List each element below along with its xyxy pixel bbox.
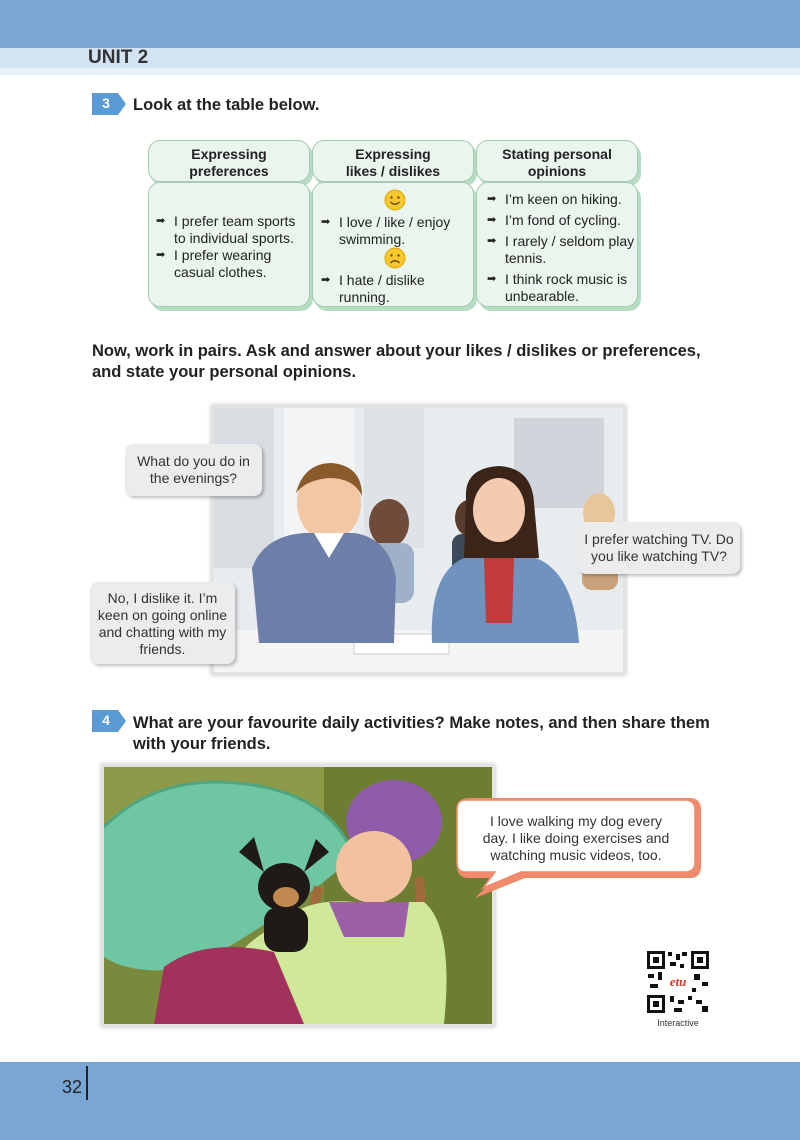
item-line: I’m fond of cycling. — [505, 212, 621, 228]
header-line: opinions — [527, 163, 587, 179]
instruction-line: Now, work in pairs. Ask and answer about your likes / dislikes or preferences, — [92, 342, 701, 360]
arrow-icon: ➡ — [321, 274, 331, 286]
item-line: I prefer team sports — [174, 213, 296, 229]
arrow-icon: ➡ — [487, 273, 497, 285]
qr-label: Interactive — [657, 1018, 699, 1028]
bubble-text — [459, 813, 693, 864]
list-item — [156, 213, 295, 247]
pair-work-instruction — [92, 341, 752, 383]
bubble-line: No, I dislike it. I’m — [107, 590, 218, 606]
header-band — [0, 0, 800, 48]
header-line: Stating personal — [502, 146, 612, 162]
speech-bubble-tv — [578, 522, 740, 574]
sad-face-icon — [384, 247, 406, 269]
list-item — [487, 271, 627, 305]
table-header-opinions — [476, 140, 638, 182]
instruction-line: and state your personal opinions. — [92, 363, 357, 381]
bubble-line: keen on going online — [97, 607, 228, 623]
bubble-line: and chatting with my — [98, 624, 227, 640]
item-line: running. — [339, 289, 390, 305]
header-line: Expressing — [355, 146, 431, 162]
exercise-4-title — [133, 713, 753, 755]
speech-bubble-question — [125, 444, 262, 496]
item-line: to individual sports. — [174, 230, 294, 246]
exercise-3-title: Look at the table below. — [133, 96, 320, 114]
girl-dog-illustration — [104, 767, 492, 1024]
header-stripe-light — [0, 68, 800, 75]
arrow-icon: ➡ — [156, 215, 166, 227]
item-line: swimming. — [339, 231, 406, 247]
table-cell-preferences — [148, 182, 310, 307]
bubble-line: the evenings? — [149, 470, 238, 486]
smiley-face-icon — [384, 189, 406, 211]
unit-label: UNIT 2 — [88, 47, 149, 68]
page-number-divider — [86, 1066, 88, 1100]
arrow-icon: ➡ — [487, 214, 497, 226]
header-line: Expressing — [191, 146, 267, 162]
list-item — [156, 247, 271, 281]
list-item — [321, 272, 425, 306]
footer-band — [0, 1062, 800, 1140]
item-line: unbearable. — [505, 288, 579, 304]
item-line: I love / like / enjoy — [339, 214, 451, 230]
table-header-preferences — [148, 140, 310, 182]
students-illustration — [214, 408, 623, 672]
table-cell-opinions — [476, 182, 638, 307]
arrow-icon: ➡ — [487, 235, 497, 247]
bubble-line: you like watching TV? — [591, 548, 727, 564]
exercise-4-badge: 4 — [92, 710, 126, 732]
item-line: tennis. — [505, 250, 547, 266]
title-line: with your friends. — [133, 735, 271, 753]
bubble-line: day. I like doing exercises and — [482, 830, 670, 846]
item-line: I rarely / seldom play — [505, 233, 635, 249]
qr-logo-text: etu — [669, 974, 687, 989]
bubble-line: watching music videos, too. — [490, 847, 662, 863]
item-line: I hate / dislike — [339, 272, 425, 288]
list-item — [487, 212, 621, 229]
item-line: I’m keen on hiking. — [505, 191, 622, 207]
table-cell-likes-dislikes — [312, 182, 474, 307]
list-item — [321, 214, 450, 248]
classroom-photo — [211, 405, 626, 675]
arrow-icon: ➡ — [321, 216, 331, 228]
list-item — [487, 191, 622, 208]
speech-bubble-online — [90, 582, 235, 664]
table-header-likes-dislikes — [312, 140, 474, 182]
girl-with-dog-photo — [101, 764, 495, 1027]
exercise-3-badge: 3 — [92, 93, 126, 115]
list-item — [487, 233, 634, 267]
item-line: I think rock music is — [505, 271, 628, 287]
bubble-line: I prefer watching TV. Do — [584, 531, 734, 547]
item-line: I prefer wearing — [174, 247, 272, 263]
bubble-line: I love walking my dog every — [490, 813, 662, 829]
arrow-icon: ➡ — [487, 193, 497, 205]
item-line: casual clothes. — [174, 264, 267, 280]
bubble-line: friends. — [139, 641, 186, 657]
page-number: 32 — [62, 1077, 83, 1097]
header-line: preferences — [189, 163, 269, 179]
header-line: likes / dislikes — [345, 163, 441, 179]
arrow-icon: ➡ — [156, 249, 166, 261]
bubble-line: What do you do in — [137, 453, 250, 469]
title-line: What are your favourite daily activities? Make notes, and then share them — [133, 714, 710, 732]
